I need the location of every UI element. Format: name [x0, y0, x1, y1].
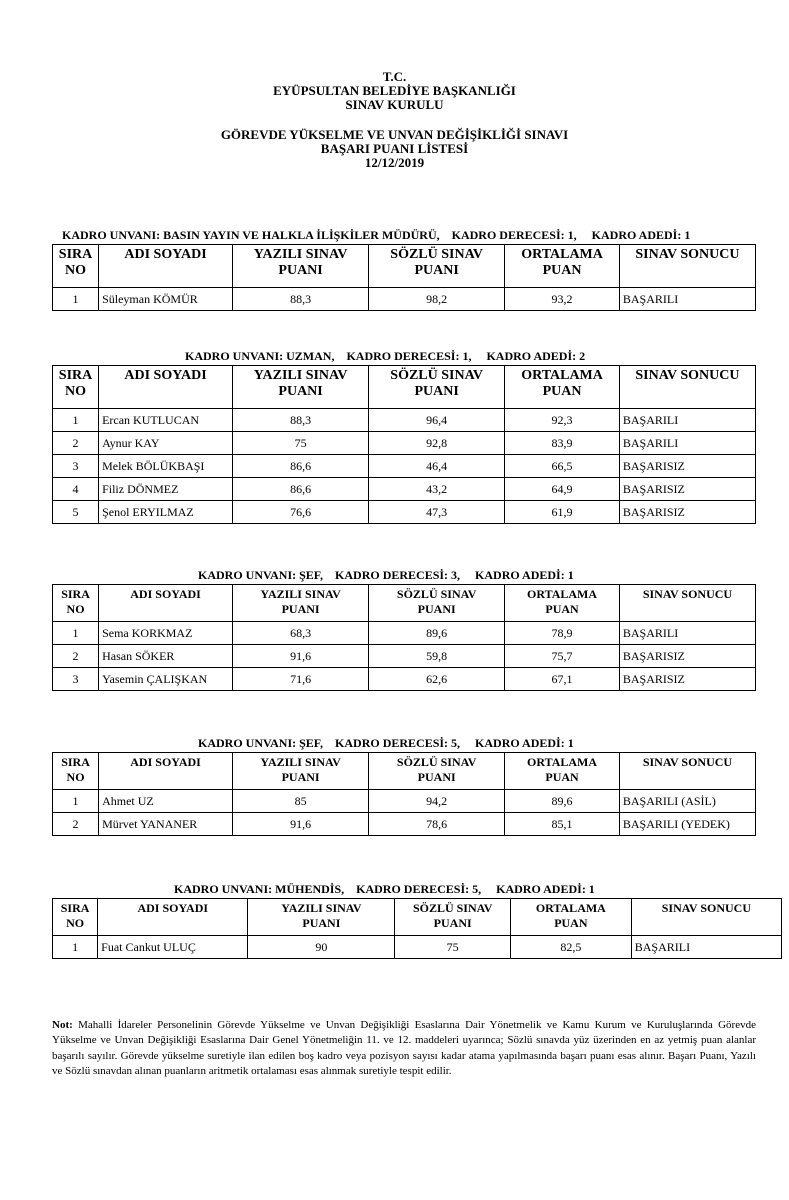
row-name: Yasemin ÇALIŞKAN — [99, 668, 233, 691]
table-row — [53, 409, 756, 432]
col-header-name — [98, 899, 248, 936]
col-header-result — [619, 753, 755, 790]
row-result: BAŞARILI — [619, 432, 755, 455]
col-header-oral-line: SÖZLÜ SINAV — [390, 368, 484, 383]
table-header-row — [53, 366, 756, 409]
col-header-written-line: YAZILI SINAV — [260, 587, 341, 601]
col-header-result-line: SINAV SONUCU — [635, 247, 740, 262]
row-average: 78,9 — [505, 622, 620, 645]
row-name: Fuat Cankut ULUÇ — [98, 936, 248, 959]
col-header-average — [505, 245, 620, 288]
col-header-written — [233, 585, 369, 622]
footnote-label: Not: — [52, 1019, 73, 1031]
header-municipality: EYÜPSULTAN BELEDİYE BAŞKANLIĞI — [273, 83, 516, 98]
results-table — [52, 584, 756, 691]
row-written-score: 75 — [233, 432, 369, 455]
header-board: SINAV KURULU — [345, 97, 444, 112]
col-header-written-line: PUANI — [281, 602, 320, 616]
col-header-written-line: PUANI — [278, 263, 323, 278]
row-name: Filiz DÖNMEZ — [99, 478, 233, 501]
col-header-result — [631, 899, 781, 936]
row-name: Şenol ERYILMAZ — [99, 501, 233, 524]
row-result: BAŞARISIZ — [619, 668, 755, 691]
row-written-score: 85 — [233, 790, 369, 813]
col-header-average — [505, 753, 620, 790]
row-number: 1 — [53, 936, 98, 959]
col-header-sira-line: SIRA — [58, 247, 93, 262]
col-header-written — [233, 366, 369, 409]
col-header-result — [619, 245, 755, 288]
row-number: 5 — [53, 501, 99, 524]
row-result: BAŞARISIZ — [619, 478, 755, 501]
header-tc: T.C. — [382, 69, 407, 84]
col-header-sira-line: NO — [66, 602, 85, 616]
row-result: BAŞARILI (ASİL) — [619, 790, 755, 813]
col-header-oral — [369, 366, 505, 409]
col-header-oral — [369, 753, 505, 790]
row-oral-score: 62,6 — [369, 668, 505, 691]
header-exam-title: GÖREVDE YÜKSELME VE UNVAN DEĞİŞİKLİĞİ SINAVI — [220, 127, 569, 142]
col-header-average-line: ORTALAMA — [527, 755, 598, 769]
row-number: 1 — [53, 790, 99, 813]
results-table — [52, 365, 756, 524]
section-title: KADRO UNVANI: MÜHENDİS, KADRO DERECESİ: 5, KADRO ADEDİ: 1 — [174, 882, 595, 896]
col-header-oral-line: SÖZLÜ SINAV — [390, 247, 484, 262]
col-header-name-line: ADI SOYADI — [124, 368, 207, 383]
col-header-result — [619, 585, 755, 622]
header-list-title: BAŞARI PUANI LİSTESİ — [320, 141, 469, 156]
row-result: BAŞARILI — [619, 622, 755, 645]
header-date: 12/12/2019 — [364, 155, 425, 170]
col-header-sira-line: SIRA — [58, 368, 93, 383]
col-header-sira — [53, 366, 99, 409]
row-written-score: 86,6 — [233, 455, 369, 478]
col-header-sira — [53, 899, 98, 936]
row-average: 61,9 — [505, 501, 620, 524]
row-name: Melek BÖLÜKBAŞI — [99, 455, 233, 478]
row-oral-score: 96,4 — [369, 409, 505, 432]
col-header-result — [619, 366, 755, 409]
results-table — [52, 244, 756, 311]
row-average: 67,1 — [505, 668, 620, 691]
row-average: 92,3 — [505, 409, 620, 432]
row-oral-score: 46,4 — [369, 455, 505, 478]
table-header-row — [53, 585, 756, 622]
col-header-written — [233, 753, 369, 790]
row-number: 2 — [53, 813, 99, 836]
row-oral-score: 89,6 — [369, 622, 505, 645]
row-result: BAŞARILI — [619, 409, 755, 432]
row-oral-score: 47,3 — [369, 501, 505, 524]
row-written-score: 71,6 — [233, 668, 369, 691]
footnote-text: Mahalli İdareler Personelinin Görevde Yükselme ve Unvan Değişikliği Esaslarına Dair Yönetmelik ve Kamu Kurum ve Kuruluşlarında Görevde Yükselme ve Unvan Değişikliği Esaslarına Dair Genel Yönetmeliğin 11. ve 12. maddeleri uyarınca; Sözlü sınavda yüz üzerinden en az yetmiş puan alanlar başarılı sayılır. Görevde yükselme suretiyle ilan edilen boş kadro veya pozisyon sayısı kadar atama yapılmasında başarı puanı esas alınır. Başarı Puanı, Yazılı ve Sözlü sınavdan alınan puanların aritmetik ortalaması esas alınmak suretiyle tespit edilir. — [52, 1019, 756, 1077]
col-header-oral-line: SÖZLÜ SINAV — [396, 755, 477, 769]
col-header-average-line: PUAN — [554, 916, 588, 930]
col-header-name-line: ADI SOYADI — [137, 901, 209, 915]
col-header-written-line: YAZILI SINAV — [253, 368, 348, 383]
col-header-oral — [369, 245, 505, 288]
section-title: KADRO UNVANI: UZMAN, KADRO DERECESİ: 1, KADRO ADEDİ: 2 — [185, 349, 586, 363]
section-title: KADRO UNVANI: ŞEF, KADRO DERECESİ: 5, KADRO ADEDİ: 1 — [198, 736, 574, 750]
col-header-written — [233, 245, 369, 288]
row-average: 64,9 — [505, 478, 620, 501]
row-average: 89,6 — [505, 790, 620, 813]
section-title: KADRO UNVANI: BASIN YAYIN VE HALKLA İLİŞKİLER MÜDÜRÜ, KADRO DERECESİ: 1, KADRO ADEDİ: 1 — [62, 228, 691, 242]
row-number: 2 — [53, 645, 99, 668]
col-header-oral-line: PUANI — [414, 384, 459, 399]
col-header-average-line: ORTALAMA — [521, 368, 603, 383]
col-header-result-line: SINAV SONUCU — [642, 587, 733, 601]
table-row — [53, 813, 756, 836]
row-name: Mürvet YANANER — [99, 813, 233, 836]
table-header-row — [53, 899, 782, 936]
col-header-sira-line: SIRA — [61, 755, 90, 769]
col-header-average — [505, 585, 620, 622]
col-header-name — [99, 245, 233, 288]
document-header — [0, 70, 789, 170]
col-header-written-line: PUANI — [281, 770, 320, 784]
col-header-oral — [395, 899, 511, 936]
section-2 — [52, 349, 756, 524]
row-result: BAŞARISIZ — [619, 501, 755, 524]
row-result: BAŞARILI — [619, 288, 755, 311]
row-average: 66,5 — [505, 455, 620, 478]
row-average: 82,5 — [510, 936, 631, 959]
row-oral-score: 75 — [395, 936, 511, 959]
row-name: Hasan SÖKER — [99, 645, 233, 668]
col-header-written-line: YAZILI SINAV — [260, 755, 341, 769]
row-name: Süleyman KÖMÜR — [99, 288, 233, 311]
col-header-sira-line: NO — [65, 384, 87, 399]
col-header-written-line: YAZILI SINAV — [253, 247, 348, 262]
col-header-name-line: ADI SOYADI — [130, 755, 201, 769]
row-number: 1 — [53, 409, 99, 432]
row-oral-score: 92,8 — [369, 432, 505, 455]
row-oral-score: 59,8 — [369, 645, 505, 668]
col-header-sira-line: NO — [66, 770, 85, 784]
col-header-written-line: PUANI — [278, 384, 323, 399]
col-header-oral-line: SÖZLÜ SINAV — [396, 587, 477, 601]
col-header-sira-line: NO — [66, 916, 85, 930]
results-table — [52, 898, 782, 959]
col-header-result-line: SINAV SONUCU — [642, 755, 733, 769]
col-header-oral-line: PUANI — [433, 916, 472, 930]
col-header-average-line: ORTALAMA — [527, 587, 598, 601]
col-header-average-line: PUAN — [542, 384, 582, 399]
row-result: BAŞARISIZ — [619, 645, 755, 668]
row-name: Aynur KAY — [99, 432, 233, 455]
row-number: 2 — [53, 432, 99, 455]
col-header-result-line: SINAV SONUCU — [635, 368, 740, 383]
table-row — [53, 288, 756, 311]
col-header-sira — [53, 753, 99, 790]
section-3 — [52, 568, 756, 691]
col-header-sira — [53, 245, 99, 288]
col-header-average-line: PUAN — [545, 770, 579, 784]
row-oral-score: 98,2 — [369, 288, 505, 311]
col-header-name — [99, 585, 233, 622]
row-written-score: 91,6 — [233, 813, 369, 836]
col-header-oral-line: PUANI — [417, 770, 456, 784]
row-oral-score: 78,6 — [369, 813, 505, 836]
col-header-name — [99, 366, 233, 409]
col-header-sira — [53, 585, 99, 622]
col-header-sira-line: SIRA — [61, 587, 90, 601]
row-average: 93,2 — [505, 288, 620, 311]
col-header-oral-line: PUANI — [417, 602, 456, 616]
table-header-row — [53, 245, 756, 288]
row-written-score: 68,3 — [233, 622, 369, 645]
col-header-sira-line: NO — [65, 263, 87, 278]
section-4 — [52, 736, 756, 836]
col-header-oral — [369, 585, 505, 622]
col-header-average — [505, 366, 620, 409]
table-row — [53, 936, 782, 959]
row-written-score: 88,3 — [233, 409, 369, 432]
table-row — [53, 501, 756, 524]
col-header-name-line: ADI SOYADI — [130, 587, 201, 601]
col-header-sira-line: SIRA — [60, 901, 90, 915]
row-oral-score: 43,2 — [369, 478, 505, 501]
col-header-result-line: SINAV SONUCU — [661, 901, 751, 915]
row-written-score: 90 — [248, 936, 395, 959]
table-row — [53, 790, 756, 813]
table-header-row — [53, 753, 756, 790]
col-header-average-line: ORTALAMA — [521, 247, 603, 262]
row-result: BAŞARILI (YEDEK) — [619, 813, 755, 836]
row-average: 83,9 — [505, 432, 620, 455]
row-oral-score: 94,2 — [369, 790, 505, 813]
col-header-average-line: PUAN — [542, 263, 582, 278]
table-row — [53, 668, 756, 691]
col-header-written-line: YAZILI SINAV — [281, 901, 362, 915]
row-written-score: 86,6 — [233, 478, 369, 501]
table-row — [53, 622, 756, 645]
results-table — [52, 752, 756, 836]
table-row — [53, 432, 756, 455]
col-header-average-line: ORTALAMA — [535, 901, 606, 915]
row-name: Ercan KUTLUCAN — [99, 409, 233, 432]
row-number: 3 — [53, 455, 99, 478]
row-average: 75,7 — [505, 645, 620, 668]
row-number: 1 — [53, 622, 99, 645]
table-row — [53, 455, 756, 478]
row-average: 85,1 — [505, 813, 620, 836]
row-result: BAŞARILI — [631, 936, 781, 959]
row-number: 3 — [53, 668, 99, 691]
col-header-oral-line: SÖZLÜ SINAV — [412, 901, 493, 915]
col-header-written — [248, 899, 395, 936]
table-row — [53, 645, 756, 668]
col-header-name — [99, 753, 233, 790]
section-5 — [52, 882, 782, 959]
row-number: 4 — [53, 478, 99, 501]
row-name: Sema KORKMAZ — [99, 622, 233, 645]
col-header-name-line: ADI SOYADI — [124, 247, 207, 262]
col-header-written-line: PUANI — [302, 916, 341, 930]
row-name: Ahmet UZ — [99, 790, 233, 813]
row-written-score: 91,6 — [233, 645, 369, 668]
section-title: KADRO UNVANI: ŞEF, KADRO DERECESİ: 3, KADRO ADEDİ: 1 — [198, 568, 574, 582]
row-number: 1 — [53, 288, 99, 311]
table-row — [53, 478, 756, 501]
row-result: BAŞARISIZ — [619, 455, 755, 478]
row-written-score: 88,3 — [233, 288, 369, 311]
row-written-score: 76,6 — [233, 501, 369, 524]
footnote — [52, 1018, 756, 1079]
section-1 — [52, 228, 756, 311]
col-header-oral-line: PUANI — [414, 263, 459, 278]
col-header-average-line: PUAN — [545, 602, 579, 616]
col-header-average — [510, 899, 631, 936]
